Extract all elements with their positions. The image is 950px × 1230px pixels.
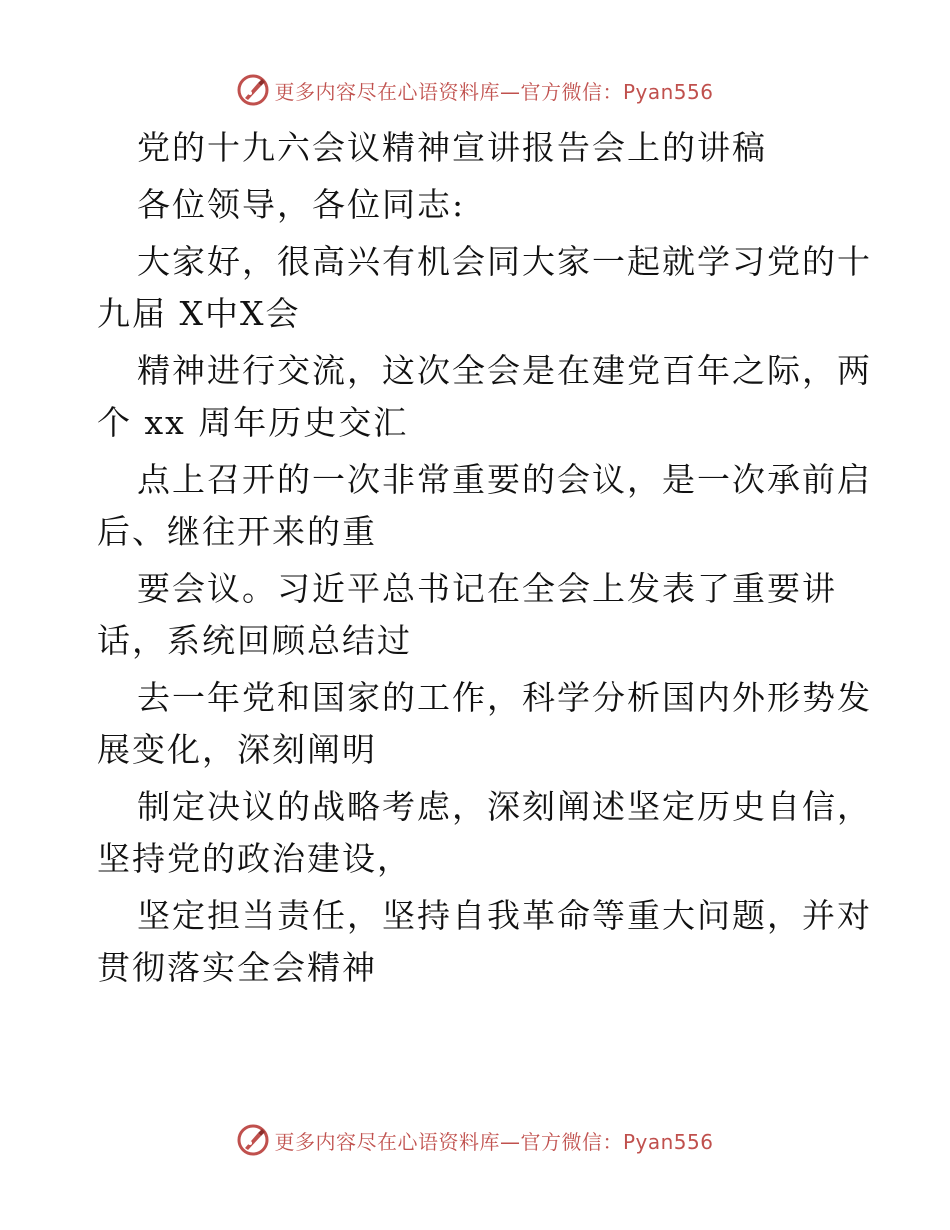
paragraph-line: 要会议。习近平总书记在全会上发表了重要讲: [137, 569, 837, 608]
watermark-text: 更多内容尽在心语资料库—官方微信：Pyan556: [274, 1129, 714, 1154]
document-body: [97, 122, 872, 994]
watermark-text: 更多内容尽在心语资料库—官方微信：Pyan556: [274, 79, 714, 104]
pen-logo-icon: [236, 73, 270, 107]
salutation: 各位领导，各位同志:: [137, 185, 466, 224]
paragraph-line: 去一年党和国家的工作，科学分析国内外形势发: [137, 678, 872, 717]
paragraph-line: 后、继往开来的重: [97, 512, 377, 551]
paragraph-line: 坚持党的政治建设，: [97, 839, 412, 878]
paragraph-line: 制定决议的战略考虑，深刻阐述坚定历史自信，: [137, 787, 872, 826]
header-watermark: [0, 70, 950, 110]
paragraph-line: 大家好，很高兴有机会同大家一起就学习党的十: [137, 242, 872, 281]
paragraph-line: 点上召开的一次非常重要的会议，是一次承前启: [137, 460, 872, 499]
footer-watermark: [0, 1120, 950, 1160]
paragraph-line: 展变化，深刻阐明: [97, 730, 377, 769]
pen-logo-icon: [236, 1123, 270, 1157]
paragraph-line: 九届 X中X会: [97, 294, 301, 333]
paragraph-line: 话，系统回顾总结过: [97, 621, 412, 660]
document-title: 党的十九六会议精神宣讲报告会上的讲稿: [137, 128, 767, 167]
paragraph-line: 个 xx 周年历史交汇: [97, 403, 409, 442]
paragraph-line: 贯彻落实全会精神: [97, 948, 377, 987]
paragraph-line: 精神进行交流，这次全会是在建党百年之际，两: [137, 351, 872, 390]
paragraph-line: 坚定担当责任，坚持自我革命等重大问题，并对: [137, 896, 872, 935]
